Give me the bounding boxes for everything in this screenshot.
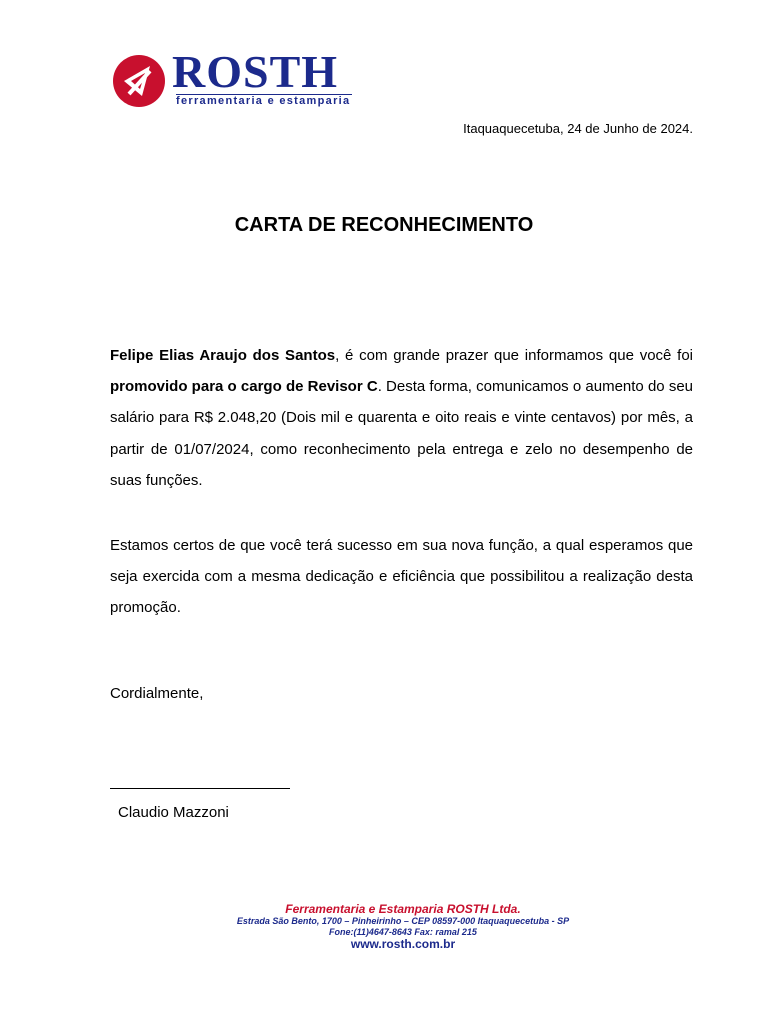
logo-name: ROSTH: [172, 46, 339, 97]
logo-tagline: ferramentaria e estamparia: [176, 95, 351, 107]
letter-closing: Cordialmente,: [110, 685, 204, 702]
paragraph-1-text-b: . Desta forma, comunicamos o aumento do seu salário para R$ 2.048,20 (Dois mil e quarenta e oito reais e vinte centavos) por mês, a partir de 01/07/2024, como reconhecimento pela entrega e zelo no desempenho de suas funções.: [110, 378, 694, 489]
recipient-name: Felipe Elias Araujo dos Santos: [110, 347, 336, 364]
letter-paragraph-2: Estamos certos de que você terá sucesso em sua nova função, a qual esperamos que seja exercida com a mesma dedicação e eficiência que possibilitou a realização desta promoção.: [110, 537, 693, 617]
signature-line: [110, 788, 290, 789]
footer-company: Ferramentaria e Estamparia ROSTH Ltda.: [285, 902, 521, 916]
signer-name: Claudio Mazzoni: [118, 804, 229, 821]
footer-phone: Fone:(11)4647-8643 Fax: ramal 215: [329, 926, 477, 937]
letter-title: CARTA DE RECONHECIMENTO: [234, 214, 534, 236]
paragraph-1-text-a: , é com grande prazer que informamos que você foi: [335, 347, 693, 364]
promotion-text: promovido para o cargo de Revisor C: [110, 378, 378, 396]
footer-website: www.rosth.com.br: [350, 937, 456, 951]
footer-address: Estrada São Bento, 1700 – Pinheirinho – CEP 08597-000 Itaquaquecetuba - SP: [236, 916, 570, 926]
letter-footer: [0, 902, 768, 951]
letter-paragraph-1: [110, 340, 693, 496]
company-logo: [112, 46, 372, 108]
rosth-arrow-mark-icon: [112, 54, 166, 108]
letter-date: Itaquaquecetuba, 24 de Junho de 2024.: [463, 121, 693, 136]
